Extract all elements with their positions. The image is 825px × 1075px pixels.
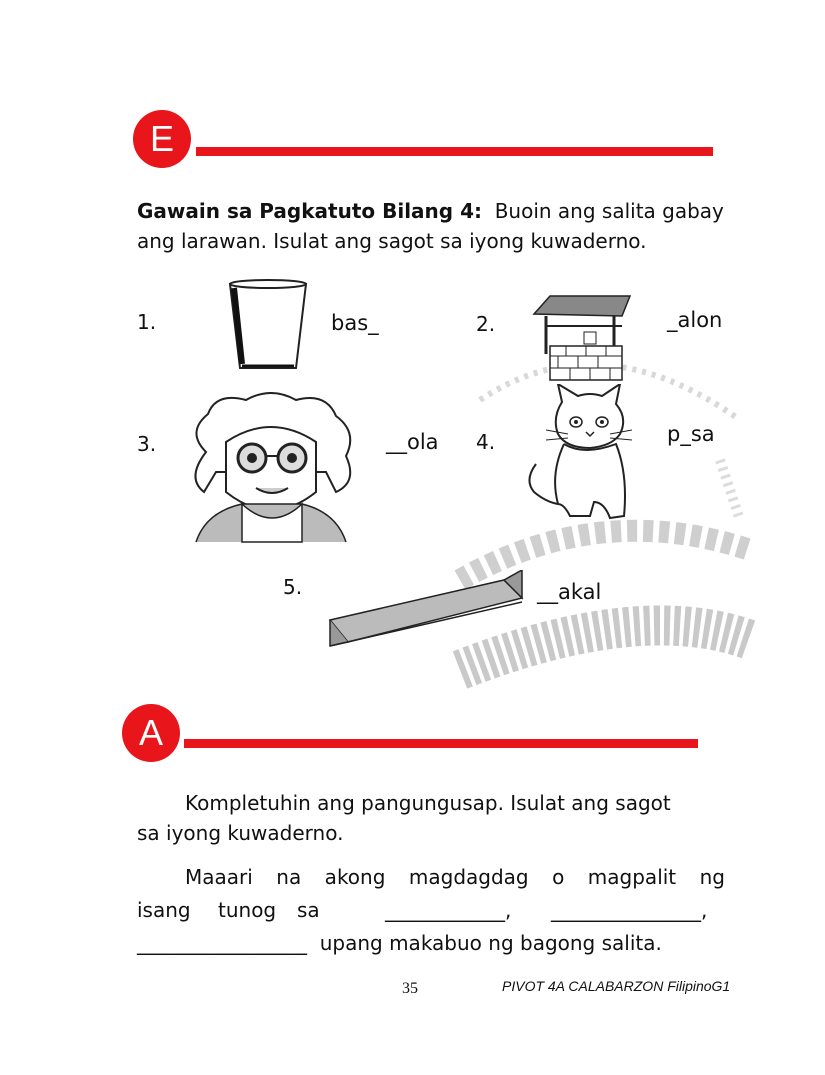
footer-reference: PIVOT 4A CALABARZON FilipinoG1 bbox=[502, 978, 731, 994]
instruction-line1: Buoin ang salita gabay bbox=[494, 199, 724, 223]
paragraph2-line3 bbox=[137, 928, 737, 958]
section-a-paragraph1 bbox=[137, 788, 737, 848]
item-4-number: 4. bbox=[476, 430, 496, 454]
paragraph1-line1: Kompletuhin ang pangungusap. Isulat ang sagot bbox=[185, 791, 671, 815]
paragraph2-end: upang makabuo ng bagong salita. bbox=[319, 931, 662, 955]
grandmother-icon bbox=[186, 392, 356, 544]
section-a-badge: A bbox=[122, 704, 180, 762]
item-3-word: __ola bbox=[386, 430, 439, 454]
item-5-word: __akal bbox=[537, 580, 602, 604]
activity-title-colon: : bbox=[473, 199, 482, 223]
well-icon bbox=[526, 294, 636, 384]
section-e-badge: E bbox=[133, 110, 191, 168]
paragraph2-word-sa: sa bbox=[297, 898, 320, 922]
item-1-number: 1. bbox=[137, 310, 157, 334]
item-4-word: p_sa bbox=[667, 422, 715, 446]
item-5-number: 5. bbox=[283, 575, 303, 599]
paragraph1-line2: sa iyong kuwaderno. bbox=[137, 821, 344, 845]
item-1-word: bas_ bbox=[331, 311, 379, 335]
paragraph2-line1: Maaari na akong magdagdag o magpalit ng bbox=[185, 865, 725, 889]
activity-title: Gawain sa Pagkatuto Bilang 4 bbox=[137, 199, 474, 223]
instruction-line2: ang larawan. Isulat ang sagot sa iyong kuwaderno. bbox=[137, 229, 647, 253]
answer-blank-1[interactable]: ____________, bbox=[385, 898, 512, 922]
item-2-word: _alon bbox=[667, 308, 723, 332]
item-2-number: 2. bbox=[476, 312, 496, 336]
glass-icon bbox=[222, 278, 312, 373]
metal-bar-icon bbox=[326, 570, 526, 650]
item-3-number: 3. bbox=[137, 432, 157, 456]
activity-instruction bbox=[137, 196, 737, 256]
answer-blank-2[interactable]: _______________, bbox=[551, 898, 708, 922]
answer-blank-3[interactable]: _________________ bbox=[137, 931, 307, 955]
page-number: 35 bbox=[402, 980, 418, 997]
paragraph2-word-isang: isang bbox=[137, 898, 191, 922]
section-e-divider bbox=[196, 147, 713, 156]
cat-icon bbox=[524, 384, 650, 524]
section-a-divider bbox=[184, 739, 698, 748]
paragraph2-word-tunog: tunog bbox=[218, 898, 277, 922]
